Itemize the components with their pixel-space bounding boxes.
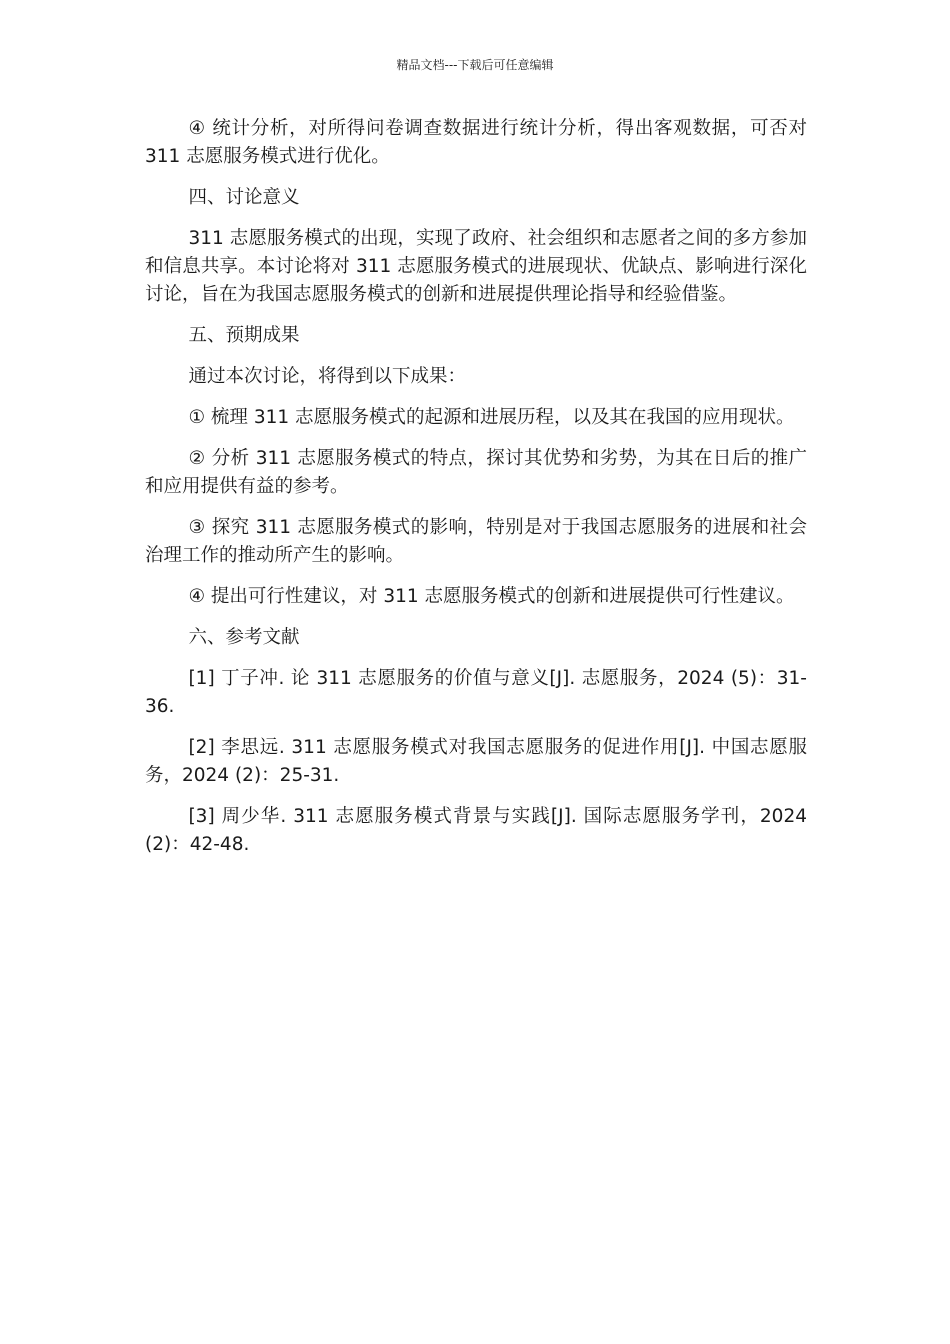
section-heading-significance: 四、讨论意义 [188, 187, 300, 208]
result-item-3: ③ 探究 311 志愿服务模式的影响，特别是对于我国志愿服务的进展和社会治理工作的推动所产生的影响。 [145, 517, 807, 566]
reference-1: [1] 丁子冲. 论 311 志愿服务的价值与意义[J]. 志愿服务，2024 (5)：31-36. [145, 668, 807, 717]
analysis-step-paragraph: ④ 统计分析，对所得问卷调查数据进行统计分析，得出客观数据，可否对 311 志愿服务模式进行优化。 [145, 118, 807, 167]
reference-3: [3] 周少华. 311 志愿服务模式背景与实践[J]. 国际志愿服务学刊，2024 (2)：42-48. [145, 806, 807, 855]
result-item-1: ① 梳理 311 志愿服务模式的起源和进展历程，以及其在我国的应用现状。 [188, 407, 795, 428]
document-body [145, 115, 807, 872]
section-heading-expected-results: 五、预期成果 [188, 325, 300, 346]
significance-paragraph: 311 志愿服务模式的出现，实现了政府、社会组织和志愿者之间的多方参加和信息共享。本讨论将对 311 志愿服务模式的进展现状、优缺点、影响进行深化讨论，旨在为我国志愿服务模式的创新和进展提供理论指导和经验借鉴。 [145, 228, 807, 305]
results-intro-paragraph: 通过本次讨论，将得到以下成果： [188, 366, 466, 387]
page-header: 精品文档---下载后可任意编辑 [396, 58, 554, 72]
result-item-4: ④ 提出可行性建议，对 311 志愿服务模式的创新和进展提供可行性建议。 [188, 586, 795, 607]
result-item-2: ② 分析 311 志愿服务模式的特点，探讨其优势和劣势，为其在日后的推广和应用提供有益的参考。 [145, 448, 807, 497]
reference-2: [2] 李思远. 311 志愿服务模式对我国志愿服务的促进作用[J]. 中国志愿服务，2024 (2)：25-31. [145, 737, 807, 786]
section-heading-references: 六、参考文献 [188, 627, 300, 648]
